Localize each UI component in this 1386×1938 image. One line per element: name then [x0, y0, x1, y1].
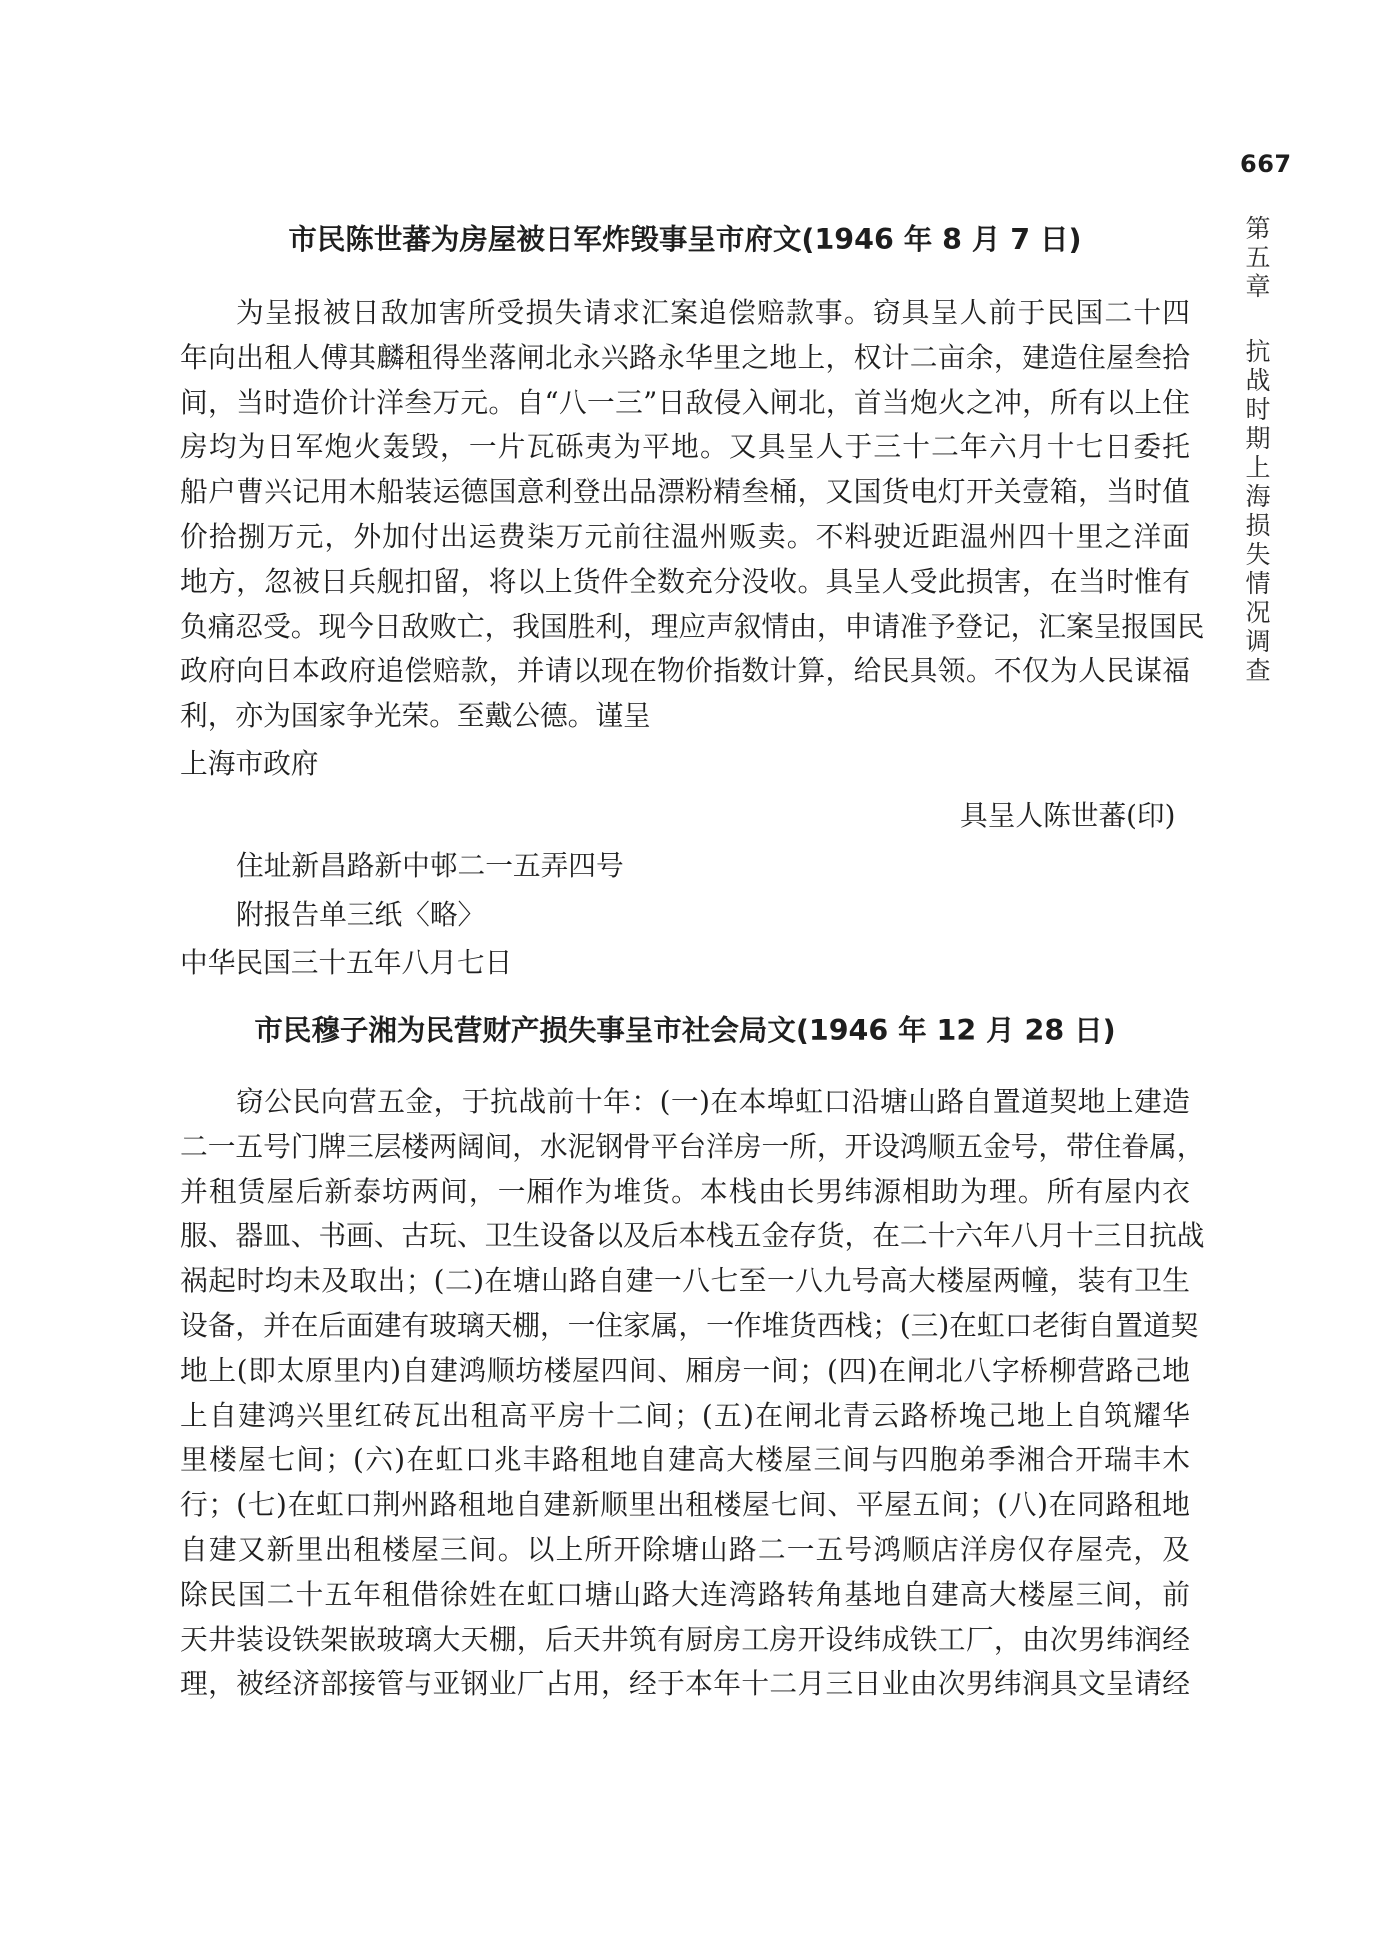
- doc1-body-line: 船户曹兴记用木船装运德国意利登出品漂粉精叁桶，又国货电灯开关壹箱，当时值: [180, 475, 1190, 509]
- doc2-body-line: 并租赁屋后新泰坊两间，一厢作为堆货。本栈由长男纬源相助为理。所有屋内衣: [180, 1174, 1190, 1208]
- doc1-attachment: 附报告单三纸〈略〉: [236, 898, 486, 931]
- doc1-body-line: 年向出租人傅其麟租得坐落闸北永兴路永华里之地上，权计二亩余，建造住屋叁拾: [180, 340, 1190, 374]
- doc2-body-line: 设备，并在后面建有玻璃天棚，一住家属，一作堆货西栈；(三)在虹口老街自置道契: [180, 1308, 1199, 1342]
- doc1-title: 市民陈世蕃为房屋被日军炸毁事呈市府文(1946 年 8 月 7 日): [288, 223, 1082, 256]
- doc2-body-line: 服、器皿、书画、古玩、卫生设备以及后本栈五金存货，在二十六年八月十三日抗战: [180, 1219, 1205, 1253]
- doc1-body-line: 政府向日本政府追偿赔款，并请以现在物价指数计算，给民具领。不仅为人民谋福: [180, 654, 1190, 688]
- doc2-body: [180, 1080, 1205, 1707]
- doc2-body-line: 地上(即太原里内)自建鸿顺坊楼屋四间、厢房一间；(四)在闸北八字桥柳营路己地: [180, 1353, 1190, 1387]
- doc2-title: 市民穆子湘为民营财产损失事呈市社会局文(1946 年 12 月 28 日): [254, 1014, 1116, 1047]
- doc2-body-line: 祸起时均未及取出；(二)在塘山路自建一八七至一八九号高大楼屋两幢，装有卫生: [180, 1264, 1190, 1298]
- doc1-body-line: 负痛忍受。现今日敌败亡，我国胜利，理应声叙情由，申请准予登记，汇案呈报国民: [180, 609, 1205, 643]
- running-header-chapter: 第五章: [1242, 215, 1271, 302]
- doc1-body-line: 为呈报被日敌加害所受损失请求汇案追偿赔款事。窃具呈人前于民国二十四: [236, 296, 1190, 329]
- running-header-title: 抗战时期上海损失情况调查: [1242, 338, 1271, 686]
- doc1-body: [180, 291, 1205, 739]
- doc2-body-line: 窃公民向营五金，于抗战前十年：(一)在本埠虹口沿塘山路自置道契地上建造: [236, 1085, 1190, 1118]
- doc1-body-line: 价拾捌万元，外加付出运费柒万元前往温州贩卖。不料驶近距温州四十里之洋面: [180, 519, 1190, 553]
- doc2-body-line: 上自建鸿兴里红砖瓦出租高平房十二间；(五)在闸北青云路桥堍己地上自筑耀华: [180, 1398, 1190, 1432]
- doc1-address: 住址新昌路新中邨二一五弄四号: [236, 849, 624, 882]
- doc1-signature: 具呈人陈世蕃(印): [960, 799, 1176, 832]
- doc1-body-line: 利，亦为国家争光荣。至戴公德。谨呈: [180, 699, 651, 733]
- doc2-body-line: 除民国二十五年租借徐姓在虹口塘山路大连湾路转角基地自建高大楼屋三间，前: [180, 1577, 1190, 1611]
- running-header: [1244, 215, 1274, 686]
- doc2-body-line: 自建又新里出租楼屋三间。以上所开除塘山路二一五号鸿顺店洋房仅存屋壳，及: [180, 1532, 1190, 1566]
- doc2-body-line: 天井装设铁架嵌玻璃大天棚，后天井筑有厨房工房开设纬成铁工厂，由次男纬润经: [180, 1622, 1190, 1656]
- doc2-body-line: 理，被经济部接管与亚钢业厂占用，经于本年十二月三日业由次男纬润具文呈请经: [180, 1667, 1190, 1701]
- page-number: 667: [1240, 150, 1292, 178]
- doc1-body-line: 房均为日军炮火轰毁，一片瓦砾夷为平地。又具呈人于三十二年六月十七日委托: [180, 430, 1190, 464]
- doc1-date: 中华民国三十五年八月七日: [180, 946, 513, 979]
- doc2-body-line: 二一五号门牌三层楼两阔间，水泥钢骨平台洋房一所，开设鸿顺五金号，带住眷属，: [180, 1129, 1205, 1163]
- doc1-body-line: 间，当时造价计洋叁万元。自“八一三”日敌侵入闸北，首当炮火之冲，所有以上住: [180, 385, 1190, 419]
- doc1-addressee: 上海市政府: [180, 747, 319, 780]
- doc2-body-line: 里楼屋七间；(六)在虹口兆丰路租地自建高大楼屋三间与四胞弟季湘合开瑞丰木: [180, 1443, 1190, 1477]
- doc1-body-line: 地方，忽被日兵舰扣留，将以上货件全数充分没收。具呈人受此损害，在当时惟有: [180, 564, 1190, 598]
- doc2-body-line: 行；(七)在虹口荆州路租地自建新顺里出租楼屋七间、平屋五间；(八)在同路租地: [180, 1488, 1190, 1522]
